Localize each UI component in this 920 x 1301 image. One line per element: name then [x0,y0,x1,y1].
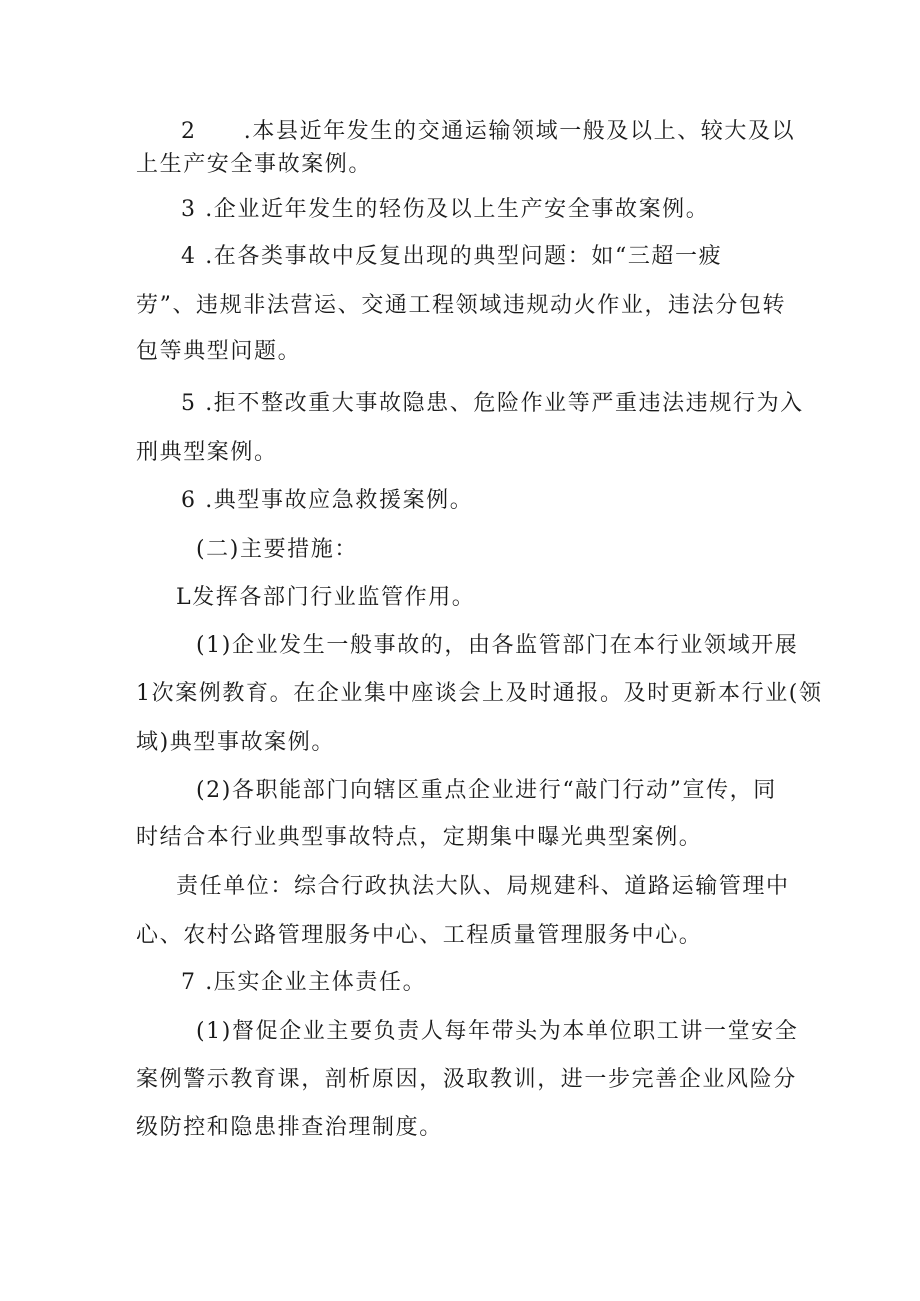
paragraph-2-line-1: 2 .本县近年发生的交通运输领域一般及以上、较大及以 [181,119,796,144]
measure-1-heading: L发挥各部门行业监管作用。 [176,585,476,610]
responsible-units-line-2: 心、农村公路管理服务中心、工程质量管理服务中心。 [136,923,703,948]
measure-7-item-1-line-1: (1)督促企业主要负责人每年带头为本单位职工讲一堂安全 [196,1019,799,1044]
measure-1-item-2-line-1: (2)各职能部门向辖区重点企业进行“敲门行动”宣传，同 [196,778,777,803]
paragraph-4-line-3: 包等典型问题。 [136,339,302,364]
paragraph-4-line-1: 4 .在各类事故中反复出现的典型问题：如“三超一疲 [181,244,723,269]
paragraph-3-line-1: 3 .企业近年发生的轻伤及以上生产安全事故案例。 [181,197,710,222]
paragraph-4-line-2: 劳”、违规非法营运、交通工程领域违规动火作业，违法分包转 [136,293,787,318]
paragraph-5-line-2: 刑典型案例。 [136,440,278,465]
paragraph-2-line-2: 上生产安全事故案例。 [136,152,373,177]
responsible-units-line-1: 责任单位：综合行政执法大队、局规建科、道路运输管理中 [176,874,790,899]
measure-1-item-2-line-2: 时结合本行业典型事故特点，定期集中曝光典型案例。 [136,825,703,850]
paragraph-6-line-1: 6 .典型事故应急救援案例。 [181,488,474,513]
measure-1-item-1-line-3: 域)典型事故案例。 [136,730,335,755]
measure-1-item-1-line-2: 1次案例教育。在企业集中座谈会上及时通报。及时更新本行业(领 [136,681,823,706]
section-heading-measures: (二)主要措施： [196,537,358,562]
measure-7-item-1-line-3: 级防控和隐患排查治理制度。 [136,1115,443,1140]
measure-1-item-1-line-1: (1)企业发生一般事故的，由各监管部门在本行业领域开展 [196,633,799,658]
measure-7-item-1-line-2: 案例警示教育课，剖析原因，汲取教训，进一步完善企业风险分 [136,1067,797,1092]
paragraph-5-line-1: 5 .拒不整改重大事故隐患、危险作业等严重违法违规行为入 [181,391,804,416]
measure-7-heading: 7 .压实企业主体责任。 [181,970,427,995]
